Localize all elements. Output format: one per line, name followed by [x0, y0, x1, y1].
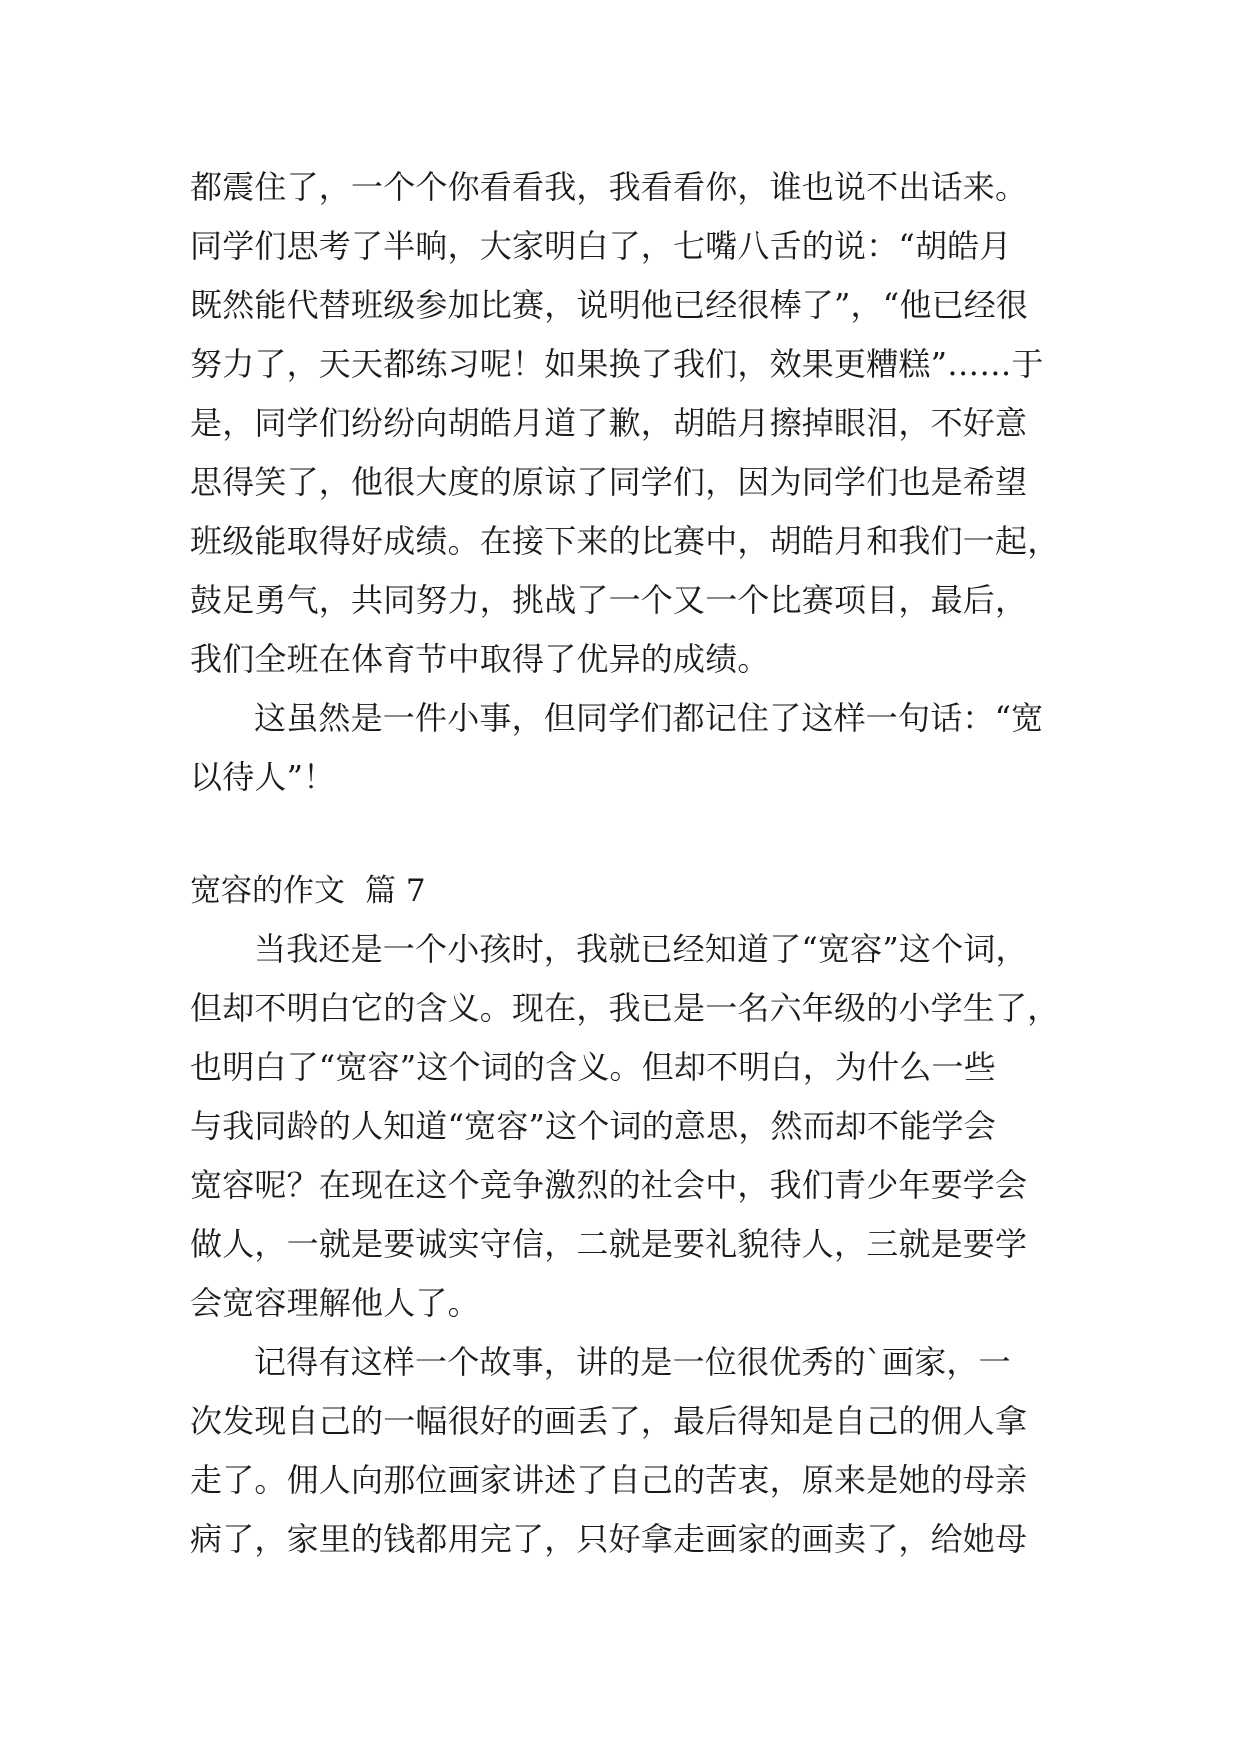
- paragraph-line: 会宽容理解他人了。: [190, 1284, 480, 1322]
- paragraph-line: 病了，家里的钱都用完了，只好拿走画家的画卖了，给她母: [190, 1520, 1028, 1558]
- paragraph-line: 鼓足勇气，共同努力，挑战了一个又一个比赛项目，最后，: [190, 581, 1028, 619]
- paragraph-line: 次发现自己的一幅很好的画丢了，最后得知是自己的佣人拿: [190, 1402, 1028, 1440]
- paragraph-line: 思得笑了，他很大度的原谅了同学们，因为同学们也是希望: [190, 463, 1028, 501]
- paragraph-line: 班级能取得好成绩。在接下来的比赛中，胡皓月和我们一起，: [190, 522, 1060, 560]
- paragraph-line: 同学们思考了半晌，大家明白了，七嘴八舌的说：“胡皓月: [190, 227, 1012, 265]
- paragraph-line: 走了。佣人向那位画家讲述了自己的苦衷，原来是她的母亲: [190, 1461, 1028, 1499]
- paragraph-line: 我们全班在体育节中取得了优异的成绩。: [190, 640, 770, 678]
- paragraph-line: 与我同龄的人知道“宽容”这个词的意思，然而却不能学会: [190, 1107, 996, 1145]
- section-heading: [190, 871, 426, 911]
- paragraph-line: 也明白了“宽容”这个词的含义。但却不明白，为什么一些: [190, 1048, 996, 1086]
- section-number: 篇 7: [365, 873, 426, 909]
- paragraph-line: 记得有这样一个故事，讲的是一位很优秀的`画家，一: [254, 1343, 1011, 1381]
- paragraph-line: 都震住了，一个个你看看我，我看看你，谁也说不出话来。: [190, 168, 1028, 206]
- paragraph-line: 既然能代替班级参加比赛，说明他已经很棒了”，“他已经很: [190, 286, 1029, 324]
- section-title: 宽容的作文: [190, 873, 345, 909]
- paragraph-line: 是，同学们纷纷向胡皓月道了歉，胡皓月擦掉眼泪，不好意: [190, 404, 1028, 442]
- paragraph-line: 宽容呢？在现在这个竞争激烈的社会中，我们青少年要学会: [190, 1166, 1028, 1204]
- paragraph-line: 这虽然是一件小事，但同学们都记住了这样一句话：“宽: [254, 699, 1044, 737]
- paragraph-line: 当我还是一个小孩时，我就已经知道了“宽容”这个词，: [254, 930, 1028, 968]
- paragraph-line: 以待人”！: [190, 758, 336, 796]
- paragraph-line: 努力了，天天都练习呢！如果换了我们，效果更糟糕”……于: [190, 345, 1044, 383]
- paragraph-line: 做人，一就是要诚实守信，二就是要礼貌待人，三就是要学: [190, 1225, 1028, 1263]
- paragraph-line: 但却不明白它的含义。现在，我已是一名六年级的小学生了，: [190, 989, 1060, 1027]
